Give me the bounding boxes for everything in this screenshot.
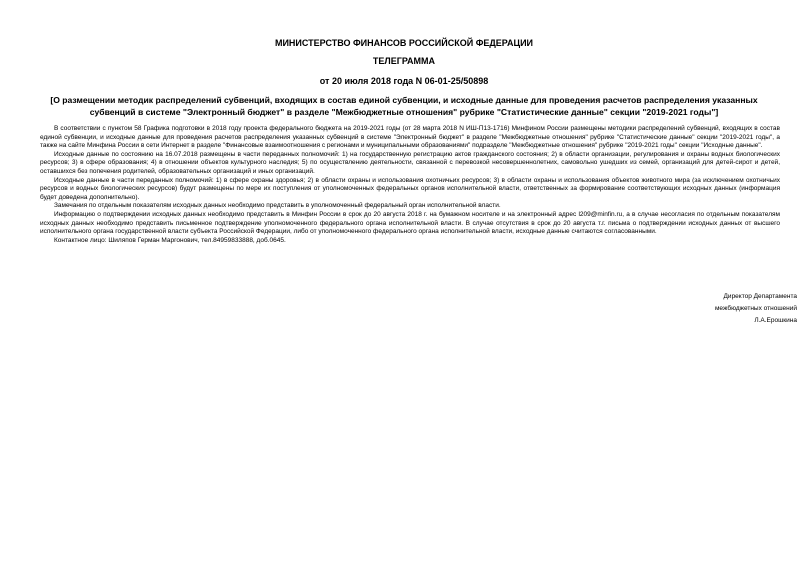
paragraph-contact: Контактное лицо: Шиляпов Герман Маргонович, тел.84959833888, доб.0645. [54,236,286,244]
document-type: ТЕЛЕГРАММА [372,56,436,66]
signature-department: межбюджетных отношений [714,305,797,312]
paragraph-remarks: Замечания по отдельным показателям исходных данных необходимо представить в уполномоченный федеральный орган исполнительной власти. [54,202,501,210]
document-body [40,125,780,245]
paragraph-intro: В соответствии с пунктом 58 Графика подготовки в 2018 году проекта федерального бюджета на 2019-2021 годы (от 28 марта 2018 N ИШ-П13-1716) Минфином России размещены методики распределений субвенций, входящих в состав единой субвенции, и исходные данные для проведения расчетов распределения указанных субвенций в системе "Электронный бюджет" в разделе "Межбюджетные отношения" рубрике "Статистические данные" секции "2019-2021 годы", а также на сайте Минфина России в сети Интернет в разделе "Финансовые взаимоотношения с регионами и муниципальными образованиями" подразделе "Межбюджетные отношения" рубрике "2019-2021 годы" секции "Исходные данные". [40,125,780,150]
signature-block [715,291,797,327]
document-title: [О размещении методик распределений субвенций, входящих в состав единой субвенции, и исходные данные для проведения расчетов распределения указанных субвенций в системе "Электронный бюджет" в разделе "Межбюджетные отношения" рубрике "Статистические данные" секции "2019-2021 годы"] [50,95,758,117]
paragraph-pending-data: Исходные данные в части переданных полномочий: 1) в сфере охраны здоровья; 2) в области охраны и использования охотничьих ресурсов; 3) в области охраны и использования объектов животного мира (за исключением охотничьих ресурсов и водных биологических ресурсов) будут размещены по мере их поступления от уполномоченных федеральных органов исполнительной власти, ответственных за формирование соответствующих исходных данных (информация будет доведена дополнительно). [40,176,780,201]
paragraph-posted-data: Исходные данные по состоянию на 16.07.2018 размещены в части переданных полномочий: 1) на государственную регистрацию актов гражданского состояния; 2) в области организации, регулирования и охраны водных биологических ресурсов; 3) в сфере образования; 4) в отношении объектов культурного наследия; 5) по осуществлению деятельности, связанной с перевозкой несовершеннолетних, самовольно ушедших из семей, организаций для детей-сирот и детей, оставшихся без попечения родителей, образовательных организаций и иных организаций. [40,150,780,175]
ministry-heading: МИНИСТЕРСТВО ФИНАНСОВ РОССИЙСКОЙ ФЕДЕРАЦИИ [274,38,534,48]
paragraph-confirmation: Информацию о подтверждении исходных данных необходимо представить в Минфин России в срок до 20 августа 2018 г. на бумажном носителе и на электронный адрес l209@minfin.ru, а в случае несогласия по отдельным показателям исходных данных необходимо представить письменное подтверждение уполномоченного федерального органа исполнительной власти. В случае отсутствия в срок до 20 августа т.г. письма о подтверждении исходных данных от высшего исполнительного органа государственной власти субъекта Российской Федерации, либо от уполномоченного федерального органа исполнительной власти, исходные данные считаются согласованными. [40,210,780,236]
signature-position: Директор Департамента [723,293,797,300]
signature-name: Л.А.Ерошкина [754,317,797,324]
document-date: от 20 июля 2018 года N 06-01-25/50898 [319,76,489,86]
